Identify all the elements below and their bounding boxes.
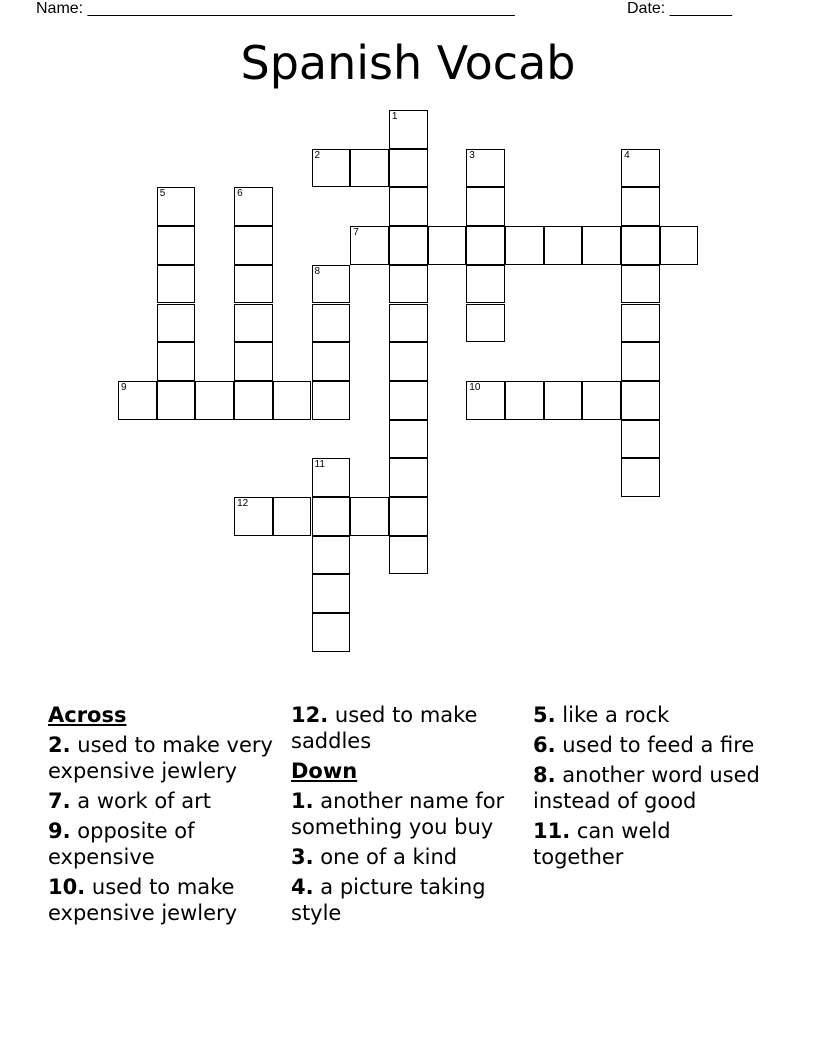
cell-number: 10 [469,381,481,393]
clue-down-1 [291,788,516,840]
cell-number: 1 [391,111,398,122]
grid-cell[interactable] [234,226,273,265]
grid-cell[interactable] [273,497,312,536]
cell-number: 6 [237,188,243,200]
grid-cell[interactable] [350,226,389,265]
grid-cell[interactable] [660,226,699,265]
grid-cell[interactable] [621,342,660,381]
grid-cell[interactable] [157,265,196,304]
grid-cell[interactable] [466,265,505,304]
grid-cell[interactable] [312,536,351,575]
grid-cell[interactable] [505,226,544,265]
cell-number: 8 [314,265,321,277]
grid-cell[interactable] [505,381,544,420]
page-title: Spanish Vocab [240,36,576,90]
grid-cell[interactable] [312,574,351,613]
cell-number: 11 [314,459,325,471]
grid-cell[interactable] [312,613,351,652]
grid-cell[interactable] [466,381,505,420]
clue-down-6 [533,732,763,758]
grid-cell[interactable] [234,304,273,343]
grid-cell[interactable] [389,187,428,226]
cell-number: 2 [314,149,321,161]
grid-cell[interactable] [389,420,428,459]
grid-cell[interactable] [157,342,196,381]
grid-cell[interactable] [234,342,273,381]
grid-cell[interactable] [621,226,660,265]
grid-cell[interactable] [389,536,428,575]
grid-cell[interactable] [312,381,351,420]
grid-cell[interactable] [466,226,505,265]
grid-cell[interactable] [312,265,351,304]
grid-cell[interactable] [389,497,428,536]
clue-down-3 [291,844,516,870]
clues-column-1 [48,702,278,930]
date-field: Date: _______ [627,0,732,17]
grid-cell[interactable] [466,187,505,226]
clue-text: a picture taking style [291,875,486,925]
grid-cell[interactable] [234,187,273,226]
grid-cell[interactable] [234,265,273,304]
grid-cell[interactable] [389,110,428,149]
clue-down-5 [533,702,763,728]
grid-cell[interactable] [389,381,428,420]
grid-cell[interactable] [389,458,428,497]
clue-across-10 [48,874,278,926]
clue-text: used to make very expensive jewlery [48,733,273,783]
clue-text: another name for something you buy [291,789,505,839]
clues-column-3 [533,702,763,874]
grid-cell[interactable] [157,304,196,343]
clue-text: opposite of expensive [48,819,195,869]
clue-number: 3. [291,845,314,869]
grid-cell[interactable] [350,497,389,536]
clues-column-2 [291,702,516,930]
grid-cell[interactable] [621,265,660,304]
clue-number: 2. [48,733,71,757]
clue-number: 7. [48,789,71,813]
clue-down-8 [533,762,763,814]
clue-text: another word used instead of good [533,763,760,813]
clue-text: like a rock [562,703,670,727]
clue-across-9 [48,818,278,870]
grid-cell[interactable] [157,187,196,226]
cell-number: 3 [469,149,475,161]
grid-cell[interactable] [195,381,234,420]
grid-cell[interactable] [389,304,428,343]
clue-number: 4. [291,875,314,899]
clue-number: 8. [533,763,556,787]
across-heading: Across [48,703,127,727]
grid-cell[interactable] [621,458,660,497]
grid-cell[interactable] [350,149,389,188]
grid-cell[interactable] [118,381,157,420]
clue-across-2 [48,732,278,784]
grid-cell[interactable] [157,226,196,265]
cell-number: 5 [159,188,166,200]
grid-cell[interactable] [466,304,505,343]
clue-text: used to feed a fire [562,733,755,757]
clue-number: 6. [533,733,556,757]
grid-cell[interactable] [312,149,351,188]
cell-number: 12 [237,498,249,509]
grid-cell[interactable] [312,497,351,536]
clue-number: 1. [291,789,314,813]
grid-cell[interactable] [273,381,312,420]
clue-number: 12. [291,703,329,727]
grid-cell[interactable] [621,304,660,343]
grid-cell[interactable] [234,381,273,420]
grid-cell[interactable] [389,226,428,265]
grid-cell[interactable] [544,226,583,265]
grid-cell[interactable] [621,381,660,420]
grid-cell[interactable] [312,458,351,497]
grid-cell[interactable] [312,304,351,343]
down-heading: Down [291,759,358,783]
grid-cell[interactable] [621,420,660,459]
grid-cell[interactable] [582,226,621,265]
clue-across-7 [48,788,278,814]
grid-cell[interactable] [621,187,660,226]
grid-cell[interactable] [234,497,273,536]
grid-cell[interactable] [582,381,621,420]
grid-cell[interactable] [389,265,428,304]
name-field: Name: ________________________________________________ [36,0,515,17]
clue-text: one of a kind [320,845,458,869]
grid-cell[interactable] [389,149,428,188]
clue-text: used to make expensive jewlery [48,875,238,925]
grid-cell[interactable] [544,381,583,420]
cell-number: 9 [121,381,127,393]
clue-text: can weld together [533,819,671,869]
clue-number: 5. [533,703,556,727]
clue-across-12 [291,702,516,754]
clue-text: used to make saddles [291,703,478,753]
grid-cell[interactable] [157,381,196,420]
clue-number: 9. [48,819,71,843]
clue-down-4 [291,874,516,926]
clue-number: 11. [533,819,571,843]
grid-cell[interactable] [312,342,351,381]
cell-number: 7 [353,227,359,239]
grid-cell[interactable] [389,342,428,381]
grid-cell[interactable] [428,226,467,265]
cell-number: 4 [624,149,630,161]
clue-text: a work of art [77,789,211,813]
grid-cell[interactable] [621,149,660,188]
grid-cell[interactable] [466,149,505,188]
clue-down-11 [533,818,763,870]
clue-number: 10. [48,875,86,899]
